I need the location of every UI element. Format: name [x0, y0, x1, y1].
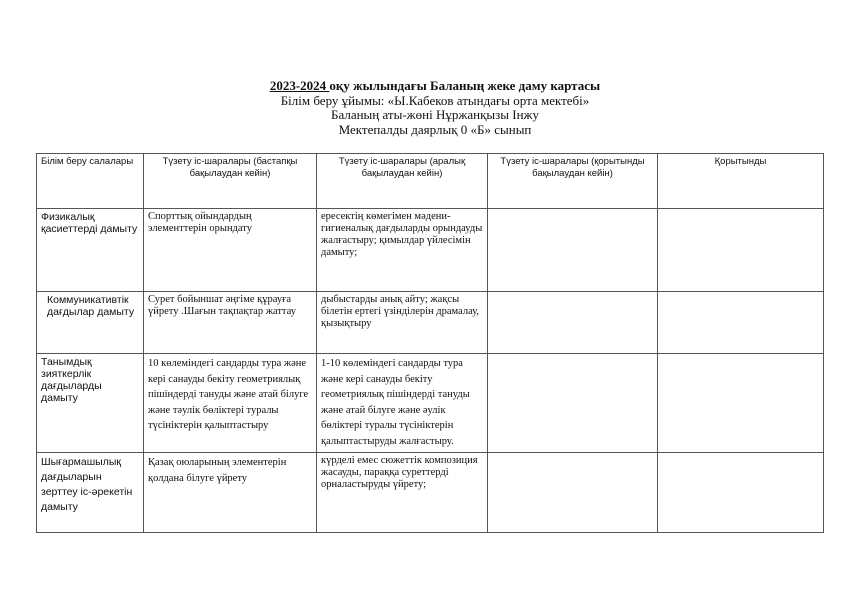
row-final: [488, 292, 658, 354]
document-title: [150, 79, 720, 94]
school-year: 2023-2024: [269, 78, 330, 93]
row-area: Шығармашылық дағдыларын зерттеу іс-әрекетін дамыту: [37, 453, 144, 533]
row-final: [488, 209, 658, 292]
development-card-table: [36, 153, 824, 533]
row-mid: күрделі емес сюжеттік композиция жасауды, параққа суреттерді орналастыруды үйрету;: [317, 453, 488, 533]
row-result: [658, 292, 824, 354]
row-initial: Сурет бойыншат әңгіме құрауға үйрету .Шағын тақпақтар жаттау: [144, 292, 317, 354]
row-initial: Қазақ оюларының элементерін қолдана білуге үйрету: [144, 453, 317, 533]
row-mid: 1-10 көлеміндегі сандарды тура және кері санауды бекіту геометриялық пішіндерді тануды және атай білуге және әулік бөліктері туралы түсініктерін қалыптастыруды жалғастыру.: [317, 354, 488, 453]
row-initial: 10 көлеміндегі сандарды тура және кері санауды бекіту геометриялық пішіндерді тануды және атай білуге және тәулік бөліктері туралы түсініктерін қалыптастыру: [144, 354, 317, 453]
table-row: [37, 354, 824, 453]
document-header: [150, 79, 720, 137]
row-final: [488, 453, 658, 533]
header-initial: Түзету іс-шаралары (бастапқы бақылаудан кейін): [144, 154, 317, 209]
row-area: Физикалық қасиеттерді дамыту: [37, 209, 144, 292]
row-result: [658, 453, 824, 533]
group-line: Мектепалды даярлық 0 «Б» сынып: [338, 121, 532, 137]
table-row: [37, 209, 824, 292]
child-name-line: Баланың аты-жөні Нұржанқызы Інжу: [330, 107, 540, 122]
row-result: [658, 354, 824, 453]
table-row: [37, 292, 824, 354]
header-result: Қорытынды: [658, 154, 824, 209]
header-mid: Түзету іс-шаралары (аралық бақылаудан кейін): [317, 154, 488, 209]
row-area: Танымдық зияткерлік дағдыларды дамыту: [37, 354, 144, 453]
table-header-row: [37, 154, 824, 209]
row-mid: дыбыстарды анық айту; жақсы білетін ертегі үзінділерін драмалау, қызықтыру: [317, 292, 488, 354]
row-mid: ересектің көмегімен мәдени-гигиеналық дағдыларды орындауды жалғастыру; қимылдар үйлесімін дамыту;: [317, 209, 488, 292]
header-final: Түзету іс-шаралары (қорытынды бақылаудан кейін): [488, 154, 658, 209]
row-initial: Спорттық ойындардың элементтерін орындату: [144, 209, 317, 292]
row-result: [658, 209, 824, 292]
title-text: оқу жылындағы Баланың жеке даму картасы: [329, 78, 601, 93]
row-area: Коммуникативтік дағдылар дамыту: [37, 292, 144, 354]
organization-line: Білім беру ұйымы: «Ы.Кабеков атындағы орта мектебі»: [280, 92, 590, 108]
header-areas: Білім беру салалары: [37, 154, 144, 209]
table-row: [37, 453, 824, 533]
row-final: [488, 354, 658, 453]
